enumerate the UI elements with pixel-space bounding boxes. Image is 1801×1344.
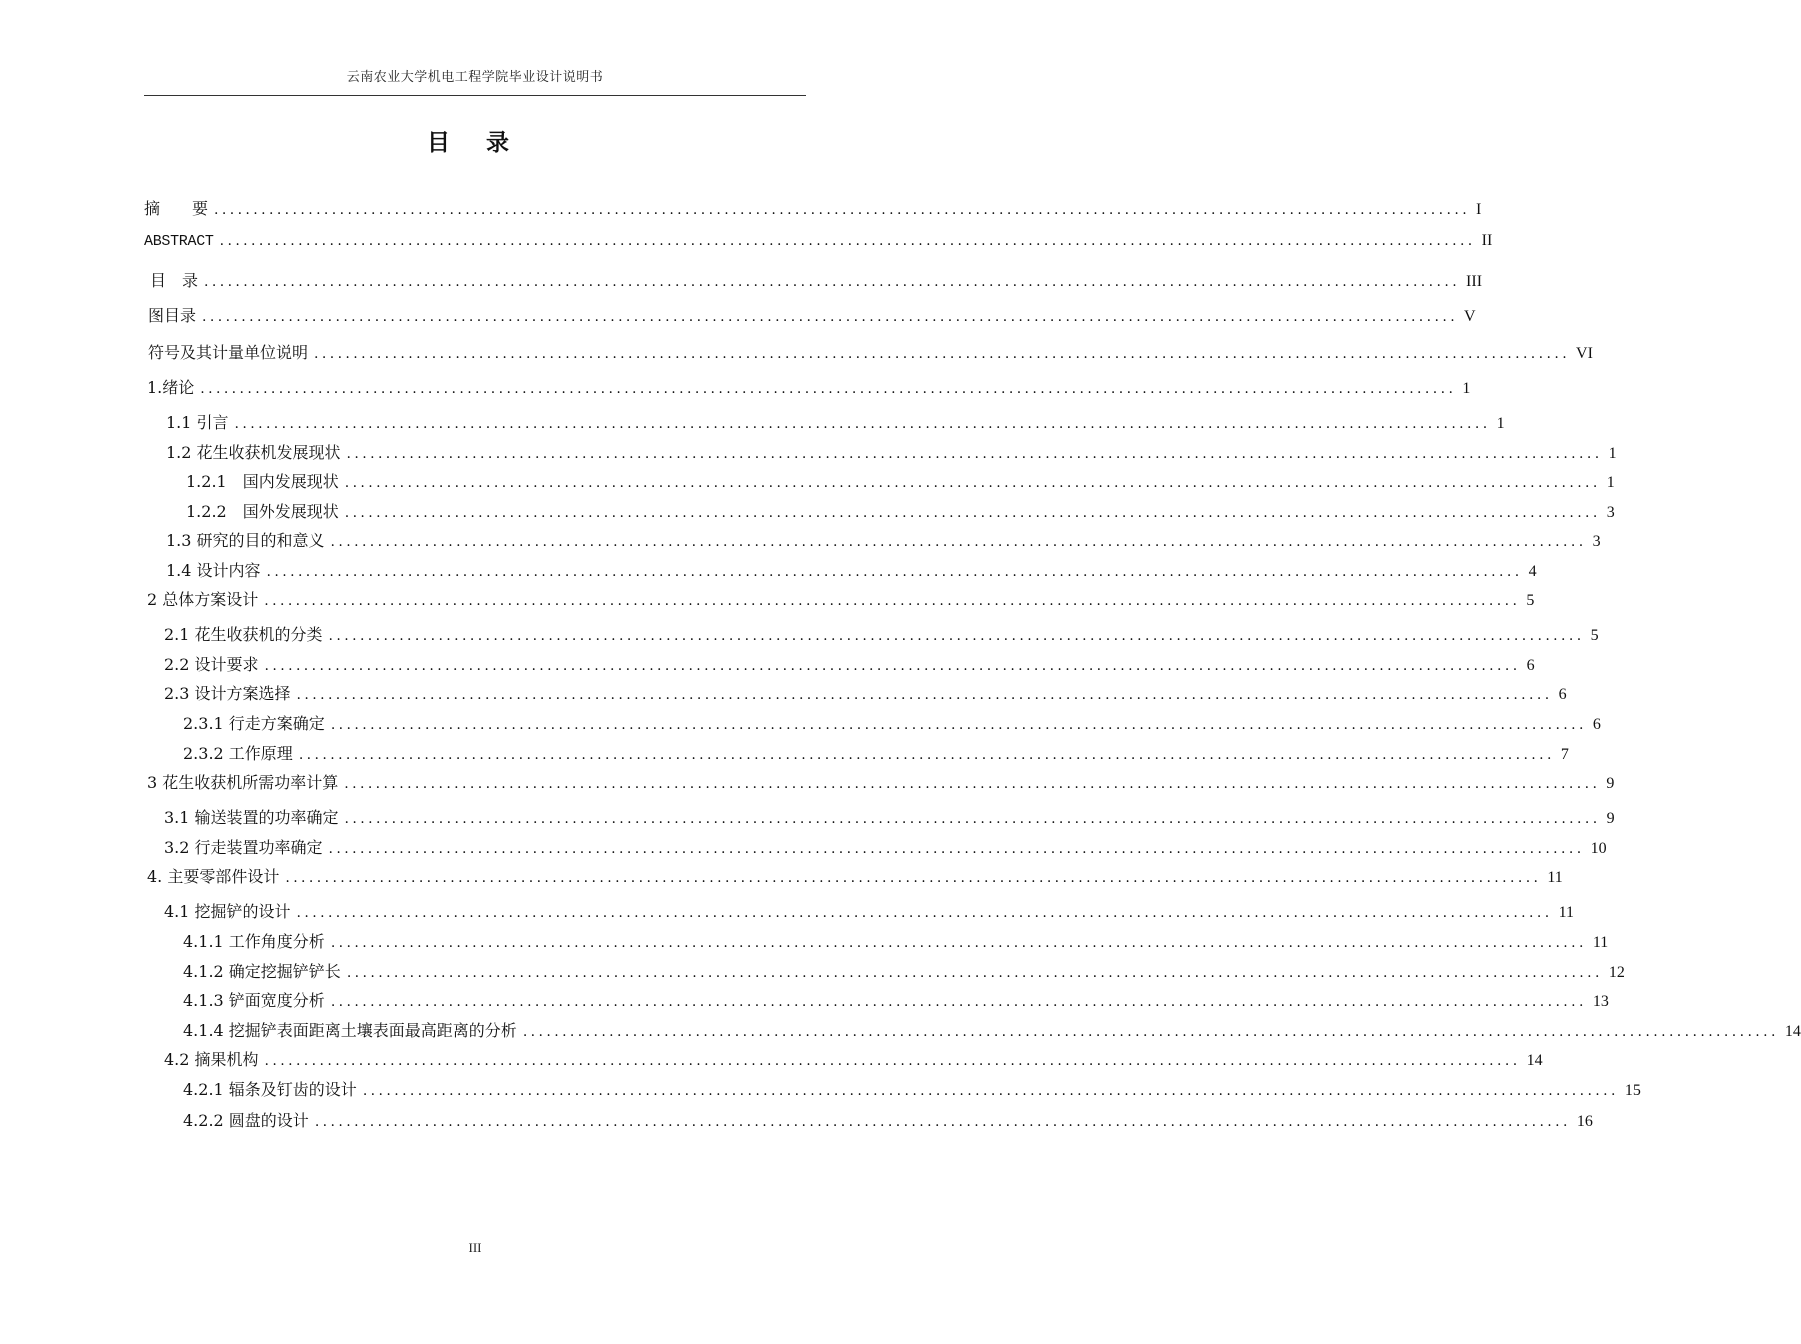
toc-entry[interactable]: [164, 622, 1599, 644]
toc-entry-page: 13: [1592, 993, 1609, 1010]
toc-entry[interactable]: [164, 652, 1535, 674]
toc-entry-label: 3.1 输送装置的功率确定: [164, 808, 339, 827]
toc-entry-page: V: [1464, 308, 1476, 325]
toc-entry-page: 5: [1590, 627, 1599, 644]
toc-leader-dots: ................................................................................................................................................................: [264, 658, 1521, 674]
toc-entry[interactable]: [144, 196, 1482, 218]
toc-leader-dots: ................................................................................................................................................................: [344, 475, 1601, 491]
toc-entry[interactable]: [147, 770, 1615, 792]
toc-entry[interactable]: [164, 1047, 1543, 1069]
toc-entry-page: 4: [1528, 563, 1537, 580]
toc-entry-label: 3 花生收获机所需功率计算: [147, 773, 339, 792]
toc-leader-dots: ................................................................................................................................................................: [234, 416, 1491, 432]
toc-entry-label: 1.4 设计内容: [166, 561, 261, 580]
toc-entry-page: 1: [1608, 445, 1617, 462]
toc-leader-dots: ................................................................................................................................................................: [314, 1114, 1571, 1130]
toc-entry-label: 符号及其计量单位说明: [148, 343, 309, 362]
toc-entry-page: II: [1481, 232, 1493, 249]
toc-leader-dots: ................................................................................................................................................................: [346, 446, 1603, 462]
toc-entry-page: 1: [1496, 415, 1505, 432]
toc-leader-dots: ................................................................................................................................................................: [296, 687, 1553, 703]
toc-entry-page: 12: [1608, 964, 1625, 981]
toc-entry-page: III: [1466, 273, 1483, 290]
toc-entry-page: 11: [1558, 904, 1574, 921]
toc-leader-dots: ................................................................................................................................................................: [204, 274, 1461, 290]
toc-entry[interactable]: [183, 1108, 1593, 1130]
toc-entry-label: 摘 要: [144, 199, 209, 218]
toc-entry-label: 1.3 研究的目的和意义: [166, 531, 325, 550]
toc-entry-label: ABSTRACT: [144, 233, 214, 250]
toc-entry-label: 4.1 挖掘铲的设计: [164, 902, 291, 921]
toc-entry[interactable]: [147, 587, 1535, 609]
toc-entry-label: 3.2 行走装置功率确定: [164, 838, 323, 857]
toc-leader-dots: ................................................................................................................................................................: [344, 505, 1601, 521]
toc-leader-dots: ................................................................................................................................................................: [314, 346, 1571, 362]
toc-title: 目 录: [426, 130, 523, 156]
toc-entry-page: 1: [1462, 380, 1471, 397]
toc-entry-label: 2.2 设计要求: [164, 655, 259, 674]
toc-leader-dots: ................................................................................................................................................................: [298, 747, 1555, 763]
toc-entry-page: VI: [1576, 345, 1593, 362]
toc-entry-page: 7: [1560, 746, 1569, 763]
toc-entry-page: 14: [1784, 1023, 1801, 1040]
toc-leader-dots: ................................................................................................................................................................: [344, 776, 1601, 792]
toc-leader-dots: ................................................................................................................................................................: [296, 905, 1553, 921]
toc-entry-page: 11: [1592, 934, 1609, 951]
toc-entry[interactable]: [166, 528, 1601, 550]
toc-entry[interactable]: [144, 232, 1493, 254]
toc-leader-dots: ................................................................................................................................................................: [344, 811, 1601, 827]
toc-entry-page: 1: [1606, 474, 1615, 491]
toc-entry-page: 6: [1526, 657, 1535, 674]
toc-entry-label: 1.2.1 国内发展现状: [186, 472, 339, 491]
toc-entry-label: 4. 主要零部件设计: [147, 867, 280, 886]
toc-leader-dots: ................................................................................................................................................................: [330, 935, 1587, 951]
toc-entry-page: 10: [1590, 840, 1607, 857]
toc-entry-label: 4.1.3 铲面宽度分析: [183, 991, 325, 1010]
toc-entry[interactable]: [183, 1018, 1801, 1040]
toc-entry-label: 1.2.2 国外发展现状: [186, 502, 339, 521]
toc-entry-label: 1.2 花生收获机发展现状: [166, 443, 341, 462]
toc-leader-dots: ................................................................................................................................................................: [328, 628, 1585, 644]
toc-entry-label: 目 录: [150, 271, 199, 290]
toc-entry[interactable]: [150, 268, 1483, 290]
toc-entry-page: 6: [1592, 716, 1601, 733]
toc-entry-label: 4.2.2 圆盘的设计: [183, 1111, 309, 1130]
toc-entry-page: 11: [1547, 869, 1563, 886]
page-number-footer: III: [468, 1240, 482, 1255]
toc-entry-page: 15: [1624, 1082, 1641, 1099]
toc-leader-dots: ................................................................................................................................................................: [264, 593, 1521, 609]
toc-entry-label: 2 总体方案设计: [147, 590, 259, 609]
toc-entry[interactable]: [164, 681, 1567, 703]
toc-entry[interactable]: [183, 711, 1601, 733]
toc-entry[interactable]: [148, 340, 1593, 362]
toc-entry[interactable]: [166, 558, 1537, 580]
toc-entry-label: 2.3.2 工作原理: [183, 744, 293, 763]
toc-entry[interactable]: [148, 303, 1476, 325]
toc-leader-dots: ................................................................................................................................................................: [266, 564, 1523, 580]
toc-entry-page: 9: [1606, 810, 1615, 827]
toc-entry[interactable]: [147, 864, 1563, 886]
toc-entry-label: 2.1 花生收获机的分类: [164, 625, 323, 644]
toc-leader-dots: ................................................................................................................................................................: [362, 1083, 1619, 1099]
toc-entry-label: 4.1.2 确定挖掘铲铲长: [183, 962, 341, 981]
toc-leader-dots: ................................................................................................................................................................: [522, 1024, 1779, 1040]
toc-entry[interactable]: [164, 805, 1615, 827]
toc-entry-page: 14: [1526, 1052, 1543, 1069]
toc-entry[interactable]: [183, 929, 1609, 951]
toc-leader-dots: ................................................................................................................................................................: [330, 534, 1587, 550]
toc-entry[interactable]: [166, 410, 1505, 432]
toc-leader-dots: ................................................................................................................................................................: [330, 994, 1587, 1010]
toc-leader-dots: ................................................................................................................................................................: [214, 202, 1471, 218]
toc-entry-label: 4.2.1 辐条及钉齿的设计: [183, 1080, 357, 1099]
toc-entry-page: 3: [1592, 533, 1601, 550]
toc-entry-label: 4.2 摘果机构: [164, 1050, 259, 1069]
toc-entry[interactable]: [166, 440, 1617, 462]
toc-entry-page: I: [1476, 201, 1482, 218]
toc-leader-dots: ................................................................................................................................................................: [264, 1053, 1521, 1069]
toc-entry-label: 2.3.1 行走方案确定: [183, 714, 325, 733]
toc-leader-dots: ................................................................................................................................................................: [285, 870, 1542, 886]
toc-leader-dots: ................................................................................................................................................................: [328, 841, 1585, 857]
toc-entry[interactable]: [147, 375, 1471, 397]
toc-leader-dots: ................................................................................................................................................................: [200, 381, 1457, 397]
toc-entry-label: 1.绪论: [147, 378, 195, 397]
toc-entry-label: 4.1.4 挖掘铲表面距离土壤表面最高距离的分析: [183, 1021, 517, 1040]
toc-entry-label: 2.3 设计方案选择: [164, 684, 291, 703]
toc-entry[interactable]: [183, 1077, 1641, 1099]
toc-entry-label: 1.1 引言: [166, 413, 229, 432]
toc-leader-dots: ................................................................................................................................................................: [330, 717, 1587, 733]
toc-entry[interactable]: [164, 835, 1607, 857]
running-header: 云南农业大学机电工程学院毕业设计说明书: [346, 70, 604, 85]
toc-leader-dots: ................................................................................................................................................................: [219, 233, 1476, 249]
toc-entry-label: 4.1.1 工作角度分析: [183, 932, 325, 951]
toc-entry-label: 图目录: [148, 306, 197, 325]
toc-entry[interactable]: [183, 741, 1569, 763]
toc-entry-page: 16: [1576, 1113, 1593, 1130]
toc-leader-dots: ................................................................................................................................................................: [202, 309, 1459, 325]
toc-entry[interactable]: [186, 499, 1615, 521]
toc-entry[interactable]: [183, 959, 1625, 981]
toc-entry[interactable]: [186, 469, 1615, 491]
toc-entry-page: 5: [1526, 592, 1535, 609]
toc-entry[interactable]: [183, 988, 1609, 1010]
toc-entry-page: 6: [1558, 686, 1567, 703]
toc-entry[interactable]: [164, 899, 1574, 921]
toc-entry-page: 9: [1606, 775, 1615, 792]
toc-leader-dots: ................................................................................................................................................................: [346, 965, 1603, 981]
toc-entry-page: 3: [1606, 504, 1615, 521]
header-rule: [144, 95, 806, 96]
